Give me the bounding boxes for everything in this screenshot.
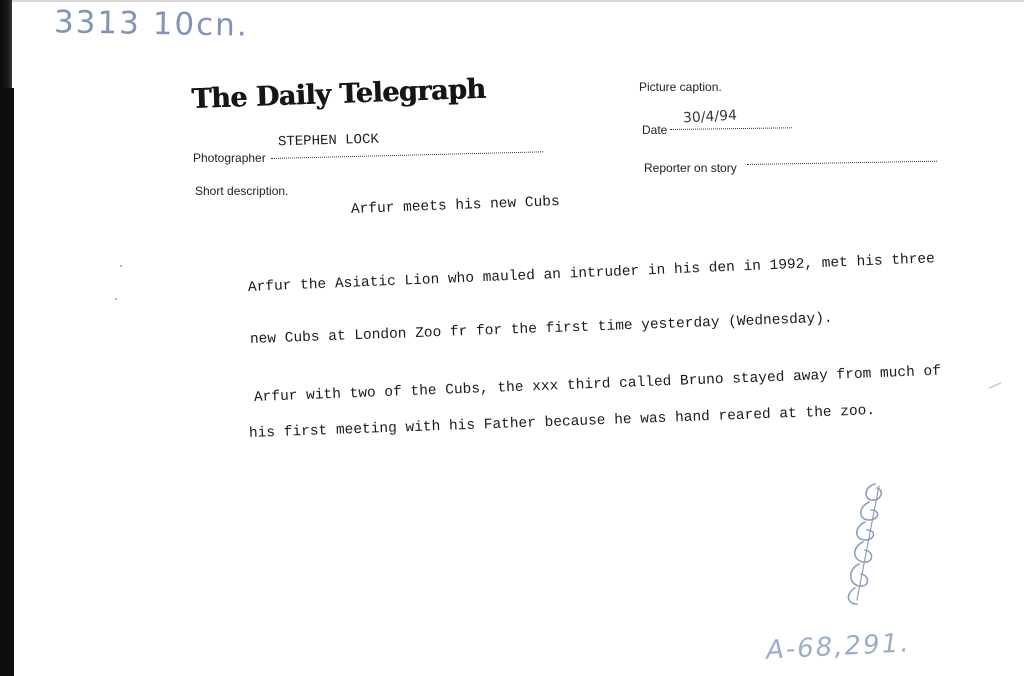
handwritten-signature — [835, 480, 895, 610]
photographer-label: Photographer — [193, 151, 266, 165]
caption-headline: Arfur meets his new Cubs — [350, 193, 560, 218]
handwritten-reference: 3313 10cn. — [53, 4, 250, 44]
caption-line-1: Arfur the Asiatic Lion who mauled an intruder in his den in 1992, met his three — [247, 251, 936, 296]
reporter-dotted-line — [747, 161, 937, 165]
scan-speck — [115, 298, 117, 300]
date-value: 30/4/94 — [682, 107, 738, 127]
photographer-dotted-line — [271, 151, 543, 159]
scan-edge-notch — [0, 88, 14, 676]
date-dotted-line — [670, 127, 792, 130]
scan-speck — [988, 382, 1001, 389]
photographer-value: STEPHEN LOCK — [277, 131, 380, 151]
date-label: Date — [642, 123, 668, 137]
scan-top-edge — [12, 0, 1024, 2]
picture-caption-label: Picture caption. — [639, 80, 722, 94]
reporter-label: Reporter on story — [644, 161, 737, 175]
caption-line-3: Arfur with two of the Cubs, the xxx third called Bruno stayed away from much of — [253, 363, 942, 406]
handwritten-archive-number: A-68,291. — [765, 628, 912, 666]
caption-line-4: his first meeting with his Father because he was hand reared at the zoo. — [248, 403, 876, 442]
caption-line-2: new Cubs at London Zoo fr for the first time yesterday (Wednesday). — [249, 310, 833, 348]
scan-left-edge — [0, 0, 12, 676]
newspaper-masthead: The Daily Telegraph — [190, 73, 486, 115]
scan-speck — [120, 265, 122, 267]
short-description-label: Short description. — [195, 184, 289, 198]
